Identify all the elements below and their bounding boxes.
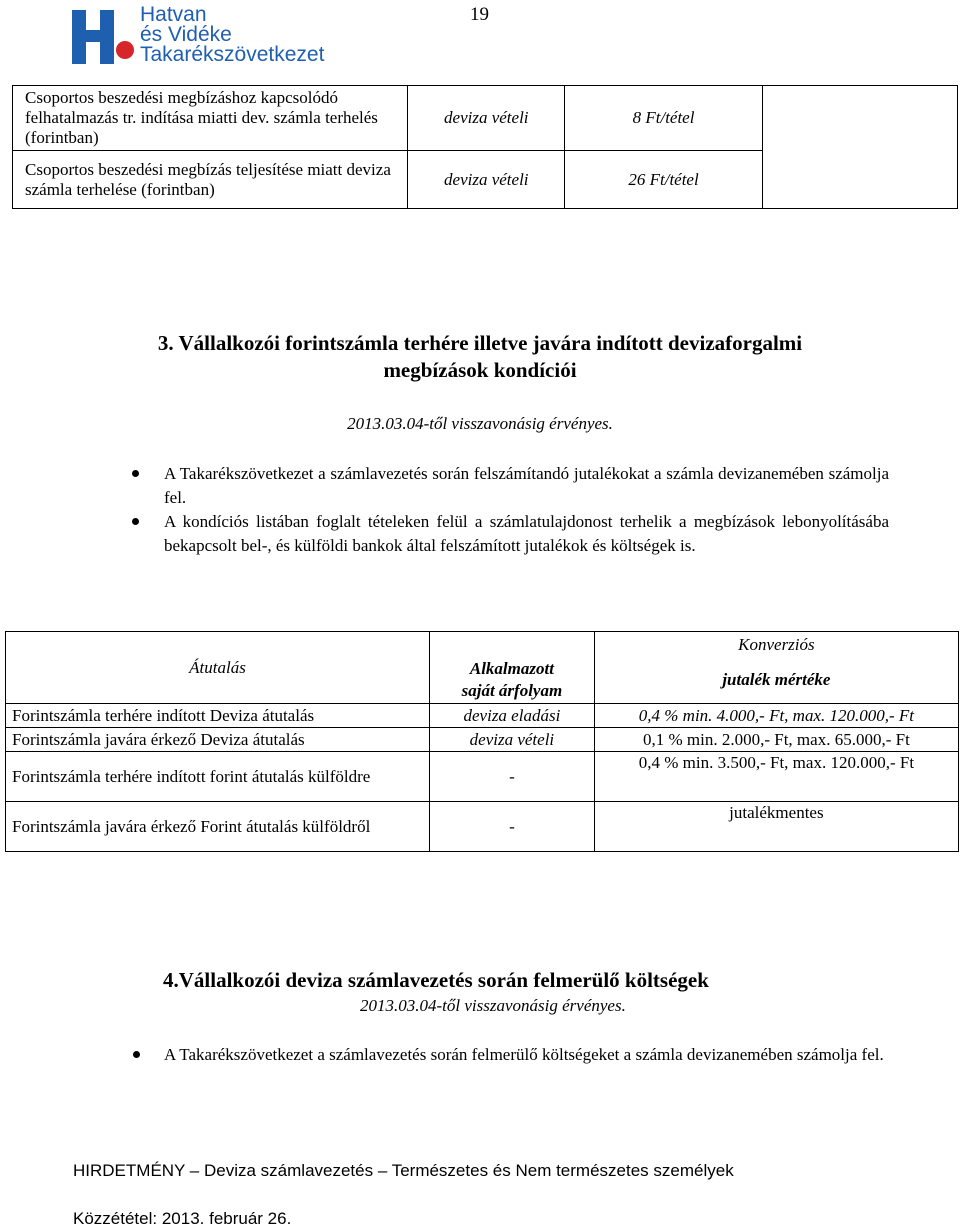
fee-amount: 26 Ft/tétel — [565, 151, 763, 209]
header-conversion: Konverziós — [594, 632, 958, 658]
section-3-title-line-1: 3. Vállalkozói forintszámla terhére illetve javára indított devizaforgalmi — [157, 331, 803, 355]
logo-line-2: és Vidéke — [140, 23, 232, 46]
row-commission: jutalékmentes — [594, 802, 958, 852]
section-3-title-line-2: megbízások kondíciói — [383, 358, 577, 382]
logo-mark-icon — [70, 6, 140, 68]
bullet-icon — [132, 518, 139, 525]
row-label: Forintszámla javára érkező Forint átutalás külföldről — [6, 802, 430, 852]
header-rate-line-2: saját árfolyam — [461, 681, 563, 701]
blank-cell — [762, 86, 957, 209]
section-3-bullet-2: A kondíciós listában foglalt tételeken felül a számlatulajdonost terhelik a megbízások lebonyolításába bekapcsolt bel-, és külföldi bankok által felszámított jutalékok és költségek is. — [164, 512, 889, 555]
table-row — [6, 728, 959, 752]
row-rate: deviza vételi — [430, 728, 595, 752]
section-4-title: 4.Vállalkozói deviza számlavezetés során felmerülő költségek — [163, 968, 709, 992]
table-row — [6, 704, 959, 728]
company-logo — [70, 2, 340, 68]
bullet-icon — [132, 470, 139, 477]
fee-rate-type: deviza vételi — [408, 151, 565, 209]
logo-line-3: Takarékszövetkezet — [140, 43, 325, 66]
row-rate: deviza eladási — [430, 704, 595, 728]
row-label: Forintszámla terhére indított Deviza átutalás — [6, 704, 430, 728]
page-number: 19 — [470, 4, 489, 25]
section-3-validity: 2013.03.04-től visszavonásig érvényes. — [347, 414, 613, 433]
conversion-table — [5, 631, 959, 852]
fee-amount: 8 Ft/tétel — [565, 86, 763, 151]
table-header-row — [6, 632, 959, 658]
header-rate-line-1: Alkalmazott — [469, 659, 554, 679]
row-rate: - — [430, 802, 595, 852]
row-commission: 0,4 % min. 4.000,- Ft, max. 120.000,- Ft — [594, 704, 958, 728]
row-commission: 0,4 % min. 3.500,- Ft, max. 120.000,- Ft — [594, 752, 958, 802]
row-rate: - — [430, 752, 595, 802]
header-rate — [430, 658, 595, 704]
row-commission: 0,1 % min. 2.000,- Ft, max. 65.000,- Ft — [594, 728, 958, 752]
fee-description: Csoportos beszedési megbízáshoz kapcsolódó felhatalmazás tr. indítása miatti dev. számla terhelés (forintban) — [13, 86, 408, 151]
section-4-validity: 2013.03.04-től visszavonásig érvényes. — [360, 996, 626, 1015]
table-row — [6, 752, 959, 802]
footer-notice: HIRDETMÉNY – Deviza számlavezetés – Természetes és Nem természetes személyek — [73, 1161, 734, 1180]
bullet-icon — [133, 1051, 140, 1058]
section-3-bullet-1: A Takarékszövetkezet a számlavezetés során felszámítandó jutalékokat a számla devizanemében számolja fel. — [164, 464, 889, 507]
header-commission: jutalék mértéke — [594, 658, 958, 704]
section-4-bullet-1: A Takarékszövetkezet a számlavezetés során felmerülő költségeket a számla devizanemében számolja fel. — [164, 1045, 884, 1064]
row-label: Forintszámla terhére indított forint átutalás külföldre — [6, 752, 430, 802]
logo-line-1: Hatvan — [140, 3, 207, 26]
table-row — [6, 802, 959, 852]
row-label: Forintszámla javára érkező Deviza átutalás — [6, 728, 430, 752]
footer-publication-date: Közzététel: 2013. február 26. — [73, 1209, 292, 1228]
fee-rate-type: deviza vételi — [408, 86, 565, 151]
fee-table — [12, 85, 958, 209]
header-transfer: Átutalás — [6, 632, 430, 704]
header-blank — [430, 632, 595, 658]
table-row — [13, 86, 958, 151]
fee-description: Csoportos beszedési megbízás teljesítése miatt deviza számla terhelése (forintban) — [13, 151, 408, 209]
